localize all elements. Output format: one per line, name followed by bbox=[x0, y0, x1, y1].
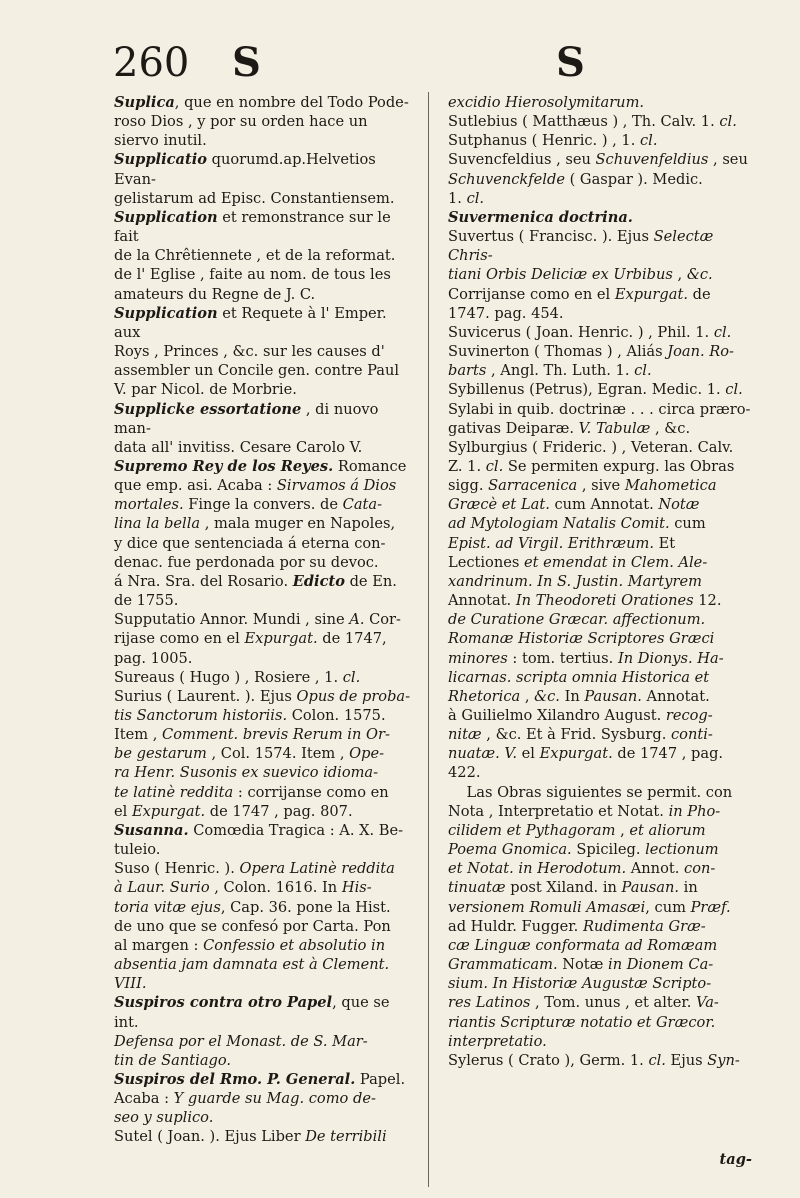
left-entry: Supputatio Annor. Mundi , sine A. Cor- rijase como en el Expurgat. de 1747, pag. 1005. bbox=[114, 611, 401, 667]
right-entry: Suvermenica doctrina. bbox=[448, 208, 633, 226]
running-head-right-letter: S bbox=[556, 39, 585, 86]
left-entry: Supplicke essortatione , di nuovo man- data all' invitiss. Cesare Carolo V. bbox=[114, 400, 379, 456]
column-divider bbox=[428, 92, 429, 1187]
right-entry: Sylerus ( Crato ), Germ. 1. cl. Ejus Syn- bbox=[448, 1051, 740, 1069]
left-entry: Supplication et Requete à l' Emper. aux Roys , Princes , &c. sur les causes d' assembler un Concile gen. contre Paul V. par Nicol. de Morbrie. bbox=[114, 304, 400, 399]
left-entry: Suso ( Henric. ). Opera Latinè reddita à Laur. Surio , Colon. 1616. In His- toria vitæ ejus, Cap. 36. pone la Hist. de uno que se confesó por Carta. Pon al margen : Confessio et absolutio in absentia jam damnata est à Clement. VIII. bbox=[114, 860, 395, 993]
left-entry: Supremo Rey de los Reyes. Romance que emp. asi. Acaba : Sirvamos á Dios mortales. Finge la convers. de Cata- lina la bella , mala muger en Napoles, y dice que sentenciada á eterna con- denac. fue perdonada por su devoc. á Nra. Sra. del Rosario. Edicto de En. de 1755. bbox=[114, 457, 407, 610]
right-entry: Suvinerton ( Thomas ) , Aliás Joan. Ro- barts , Angl. Th. Luth. 1. cl. bbox=[448, 343, 734, 380]
right-column bbox=[448, 93, 752, 1070]
right-entry: Suvicerus ( Joan. Henric. ) , Phil. 1. cl. bbox=[448, 323, 732, 341]
right-entry: Sutlebius ( Matthæus ) , Th. Calv. 1. cl. bbox=[448, 113, 737, 131]
right-entry: excidio Hierosolymitarum. bbox=[448, 94, 645, 111]
left-entry: Supplication et remonstrance sur le fait de la Chrêtiennete , et de la reformat. de l' Eglise , faite au nom. de tous les amateurs du Regne de J. C. bbox=[114, 208, 396, 303]
left-entry: Suplica, que en nombre del Todo Pode- roso Dios , y por su orden hace un siervo inutil. bbox=[114, 94, 409, 150]
right-entry: Sylburgius ( Frideric. ) , Veteran. Calv. Z. 1. cl. Se permiten expurg. las Obras sigg. Sarracenica , sive Mahometica Græcè et Lat. cum Annotat. Notæ ad Mytologiam Natalis Comit. cum Epist. ad Virgil. Erithræum. Et Lectiones et emendat in Clem. Ale- xandrinum. In S. Justin. Martyrem Annotat. In Theodoreti Orationes 12. de Curatione Græcar. affectionum. Romanæ Historiæ Scriptores Græci minores : tom. tertius. In Dionys. Ha- licarnas. scripta omnia Historica et Rhetorica , &c. In Pausan. Annotat. à Guilielmo Xilandro August. recog- nitæ , &c. Et à Frid. Sysburg. conti- nuatæ. V. el Expurgat. de 1747 , pag. 422. bbox=[448, 438, 735, 782]
left-column bbox=[114, 93, 416, 1147]
right-entry: Suvertus ( Francisc. ). Ejus Selectæ Chris- tiani Orbis Deliciæ ex Urbibus , &c. Corrijanse como en el Expurgat. de 1747. pag. 454. bbox=[448, 228, 714, 322]
catchword: tag- bbox=[719, 1151, 752, 1168]
page-number: 260 bbox=[113, 40, 190, 86]
right-entry: Suvencfeldius , seu Schuvenfeldius , seu Schuvenckfelde ( Gaspar ). Medic. 1. cl. bbox=[448, 151, 748, 207]
running-head-left-letter: S bbox=[232, 39, 261, 86]
left-entry: Suspiros del Rmo. P. General. Papel. Acaba : Y guarde su Mag. como de- seo y suplico. bbox=[114, 1070, 406, 1127]
left-entry: Sureaus ( Hugo ) , Rosiere , 1. cl. bbox=[114, 668, 361, 686]
right-entry: Sutphanus ( Henric. ) , 1. cl. bbox=[448, 132, 658, 150]
right-entry: Sybillenus (Petrus), Egran. Medic. 1. cl. bbox=[448, 381, 743, 399]
left-entry: Sutel ( Joan. ). Ejus Liber De terribili bbox=[114, 1128, 387, 1146]
right-entry: Sylabi in quib. doctrinæ . . . circa præro- gativas Deiparæ. V. Tabulæ , &c. bbox=[448, 400, 751, 437]
left-entry: Surius ( Laurent. ). Ejus Opus de proba- tis Sanctorum historiis. Colon. 1575. Item , Comment. brevis Rerum in Or- be gestarum , Col. 1574. Item , Ope- ra Henr. Susonis ex suevico idioma- te latinè reddita : corrijanse como en el Expurgat. de 1747 , pag. 807. bbox=[114, 687, 411, 820]
left-entry: Supplicatio quorumd.ap.Helvetios Evan- gelistarum ad Episc. Constantiensem. bbox=[114, 151, 395, 207]
page-header bbox=[0, 40, 800, 90]
right-entry: Las Obras siguientes se permit. con Nota , Interpretatio et Notat. in Pho- cilidem et Pythagoram , et aliorum Poema Gnomica. Spicileg. lectionum et Notat. in Herodotum. Annot. con- tinuatæ post Xiland. in Pausan. in versionem Romuli Amasæi, cum Præf. ad Huldr. Fugger. Rudimenta Græ- cæ Linguæ conformata ad Romæam Grammaticam. Notæ in Dionem Ca- sium. In Historiæ Augustæ Scripto- res Latinos , Tom. unus , et alter. Va- riantis Scripturæ notatio et Græcor. interpretatio. bbox=[448, 783, 733, 1050]
left-entry: Susanna. Comœdia Tragica : A. X. Be- tuleio. bbox=[114, 821, 404, 859]
catchword-block bbox=[448, 1150, 752, 1169]
left-entry: Suspiros contra otro Papel, que se int. Defensa por el Monast. de S. Mar- tin de Santiago. bbox=[114, 994, 390, 1069]
